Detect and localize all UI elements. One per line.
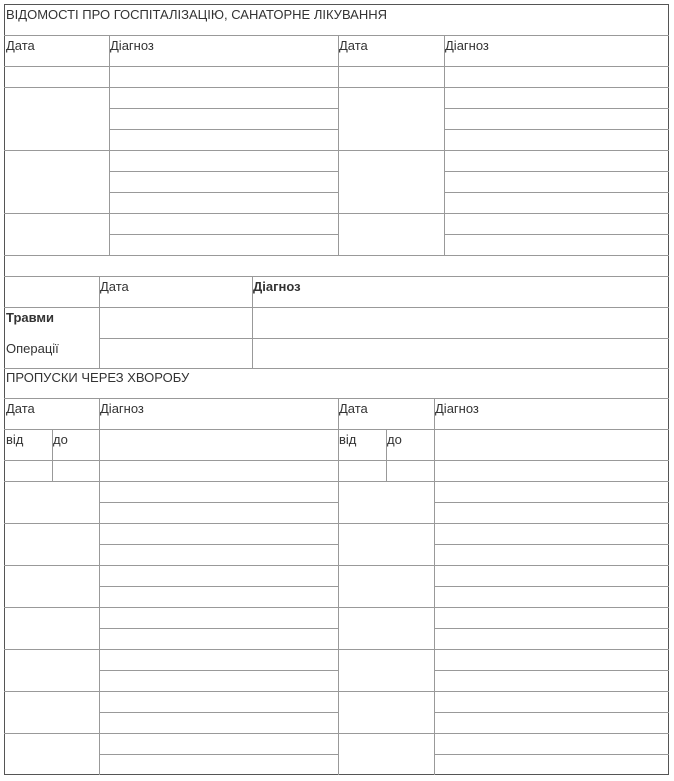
grid-line [434,628,669,629]
grid-line [99,544,338,545]
header-rule [4,66,669,67]
grid-line [4,691,669,692]
grid-line [99,628,338,629]
sick-diagnosis-header-right: Діагноз [435,401,479,416]
header-rule [4,398,669,399]
sick-date-header-left: Дата [6,401,35,416]
grid-line [99,338,669,339]
column-rule [109,35,110,255]
grid-line [4,607,669,608]
injuries-date-header: Дата [100,279,129,294]
grid-line [4,565,669,566]
grid-line [444,129,669,130]
grid-line [4,87,669,88]
grid-line [99,712,338,713]
sick-diagnosis-header-left: Діагноз [100,401,144,416]
grid-line [4,213,669,214]
grid-line [4,429,669,430]
header-rule [4,307,669,308]
injuries-row-label: Травми [6,310,55,325]
hosp-diagnosis-header-left: Діагноз [110,38,154,53]
grid-line [4,481,669,482]
grid-line [109,108,338,109]
grid-line [444,192,669,193]
medical-record-form [4,4,669,775]
grid-line [4,150,669,151]
grid-line [4,649,669,650]
sick-leave-title: ПРОПУСКИ ЧЕРЕЗ ХВОРОБУ [6,370,190,385]
grid-line [434,586,669,587]
hosp-date-header-left: Дата [6,38,35,53]
grid-line [4,460,669,461]
grid-line [444,108,669,109]
column-rule [338,35,339,255]
column-rule [434,398,435,775]
grid-line [4,255,669,256]
grid-line [109,192,338,193]
grid-line [4,523,669,524]
grid-line [434,712,669,713]
sick-date-header-right: Дата [339,401,368,416]
grid-line [434,670,669,671]
grid-line [444,234,669,235]
grid-line [99,502,338,503]
hospitalization-title: ВІДОМОСТІ ПРО ГОСПІТАЛІЗАЦІЮ, САНАТОРНЕ ЛІКУВАННЯ [6,7,388,22]
section-divider [4,35,669,36]
grid-line [99,586,338,587]
column-rule [99,398,100,775]
column-rule [444,35,445,255]
grid-line [434,502,669,503]
section-divider [4,368,669,369]
column-rule [338,398,339,775]
grid-line [444,171,669,172]
sick-to-header-right: до [387,432,402,447]
grid-line [99,754,338,755]
grid-line [4,733,669,734]
sick-from-header-right: від [339,432,357,447]
grid-line [109,129,338,130]
grid-line [434,754,669,755]
injuries-diagnosis-header: Діагноз [253,279,301,294]
sick-from-header-left: від [6,432,24,447]
hosp-diagnosis-header-right: Діагноз [445,38,489,53]
sick-to-header-left: до [53,432,68,447]
operations-row-label: Операції [6,341,59,356]
grid-line [434,544,669,545]
grid-line [109,234,338,235]
hosp-date-header-right: Дата [339,38,368,53]
grid-line [99,670,338,671]
section-divider [4,276,669,277]
grid-line [109,171,338,172]
